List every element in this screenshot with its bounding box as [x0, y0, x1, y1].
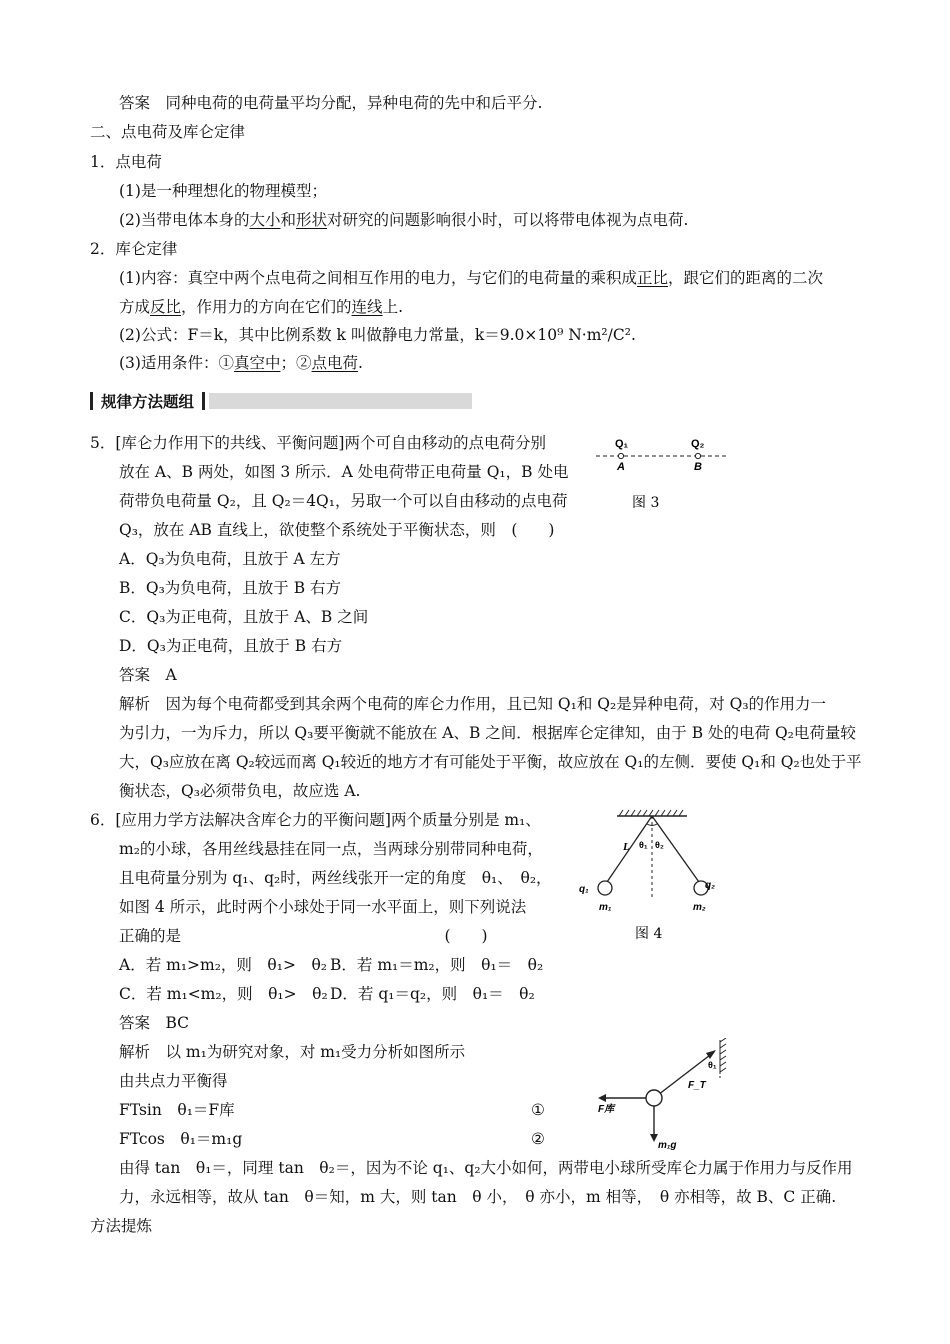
force-diagram — [592, 1038, 742, 1158]
item2-title: 2．库仑定律 — [90, 240, 178, 258]
q6-line1: 6．[应用力学方法解决含库仑力的平衡问题]两个质量分别是 m₁、 — [90, 811, 541, 829]
text: ；② — [280, 354, 312, 372]
method-summary-title: 方法提炼 — [90, 1217, 153, 1235]
ceiling-hatch — [619, 810, 683, 816]
underlined-term: 反比 — [150, 298, 182, 316]
label-mg: m₁g — [658, 1140, 677, 1151]
label-m2: m₂ — [693, 902, 706, 913]
figure-3 — [592, 432, 732, 514]
q5-explain-2: 为引力，一为斥力，所以 Q₃要平衡就不能放在 A、B 之间．根据库仑定律知，由于 B 处的电荷 Q₂电荷量较 — [119, 724, 856, 742]
q6-line2: m₂的小球，各用丝线悬挂在同一点，当两球分别带同种电荷， — [119, 840, 543, 858]
q5-line3: 荷带负电荷量 Q₂，且 Q₂＝4Q₁，另取一个可以自由移动的点电荷 — [119, 492, 568, 510]
label-fk: F库 — [598, 1104, 615, 1115]
label-m1: m₁ — [599, 902, 612, 913]
item1-title: 1．点电荷 — [90, 153, 162, 171]
q5-explain-1: 解析 因为每个电荷都受到其余两个电荷的库仑力作用，且已知 Q₁和 Q₂是异种电荷，对 Q₃的作用力一 — [119, 695, 827, 713]
q6-option-c: C．若 m₁<m₂，则 θ₁> θ₂ — [119, 985, 328, 1003]
underlined-term: 正比 — [636, 269, 668, 287]
ceiling-hatch — [720, 1038, 726, 1074]
label-theta1: θ₁ — [639, 840, 648, 850]
q6-option-a: A．若 m₁>m₂，则 θ₁> θ₂ — [119, 956, 328, 974]
label-q1: Q₁ — [615, 438, 629, 450]
q5-option-a: A．Q₃为负电荷，且放于 A 左方 — [119, 550, 341, 568]
label-q2: q₂ — [705, 880, 715, 891]
q6-line5: 正确的是 ( ) — [119, 927, 488, 945]
method-group-bar — [90, 392, 472, 410]
q5-line1: 5．[库仑力作用下的共线、平衡问题]两个可自由移动的点电荷分别 — [90, 434, 546, 452]
q6-option-b: B．若 m₁＝m₂，则 θ₁＝ θ₂ — [330, 956, 544, 974]
underlined-term: 真空中 — [233, 354, 281, 372]
prev-answer: 答案 同种电荷的电荷量平均分配，异种电荷的先中和后平分. — [119, 94, 543, 112]
q5-option-d: D．Q₃为正电荷，且放于 B 右方 — [119, 637, 343, 655]
q6-explain-4: 力，永远相等，故从 tan θ＝知，m 大，则 tan θ 小， θ 亦小，m 相等， θ 亦相等，故 B、C 正确. — [119, 1188, 837, 1206]
group-title: 规律方法题组 — [101, 393, 195, 411]
q6-answer: 答案 BC — [119, 1014, 190, 1032]
q6-line4: 如图 4 所示，此时两个小球处于同一水平面上，则下列说法 — [119, 898, 527, 916]
q6-explain-2: 由共点力平衡得 — [119, 1072, 228, 1090]
text: ，跟它们的距离的二次 — [667, 269, 823, 287]
bar-fill — [209, 393, 472, 409]
coulomb-arrowhead — [598, 1094, 606, 1102]
q6-option-d: D．若 q₁＝q₂，则 θ₁＝ θ₂ — [330, 985, 535, 1003]
text: ，作用力的方向在它们的 — [181, 298, 352, 316]
underlined-term: 连线 — [351, 298, 383, 316]
label-theta1: θ₁ — [708, 1060, 717, 1070]
point-a — [618, 453, 623, 458]
text: (3)适用条件：① — [119, 354, 234, 372]
tension-vector — [654, 1052, 714, 1098]
figure-3-caption: 图 3 — [632, 495, 660, 511]
underlined-term: 形状 — [296, 211, 328, 229]
label-a: A — [617, 461, 625, 473]
item2-a — [119, 268, 823, 288]
label-b: B — [694, 461, 702, 473]
item2-c — [119, 353, 363, 373]
q6-equation-1: FTsin θ₁＝F库 — [119, 1101, 235, 1119]
q5-option-b: B．Q₃为负电荷，且放于 B 右方 — [119, 579, 342, 597]
label-q2: Q₂ — [691, 438, 705, 450]
label-ft: F_T — [688, 1080, 706, 1091]
q6-explain-3: 由得 tan θ₁＝，同理 tan θ₂＝，因为不论 q₁、q₂大小如何，两带电小球所受库仑力属于作用力与反作用 — [119, 1159, 853, 1177]
text: 方成 — [119, 298, 151, 316]
q5-option-c: C．Q₃为正电荷，且放于 A、B 之间 — [119, 608, 369, 626]
item2-b: (2)公式：F＝k，其中比例系数 k 叫做静电力常量，k＝9.0×10⁹ N·m²/C². — [119, 326, 636, 344]
q6-explain-1: 解析 以 m₁为研究对象，对 m₁受力分析如图所示 — [119, 1043, 466, 1061]
point-b — [695, 453, 700, 458]
item1-b — [119, 210, 688, 230]
ball-1 — [598, 881, 612, 895]
q6-equation-1-num: ① — [531, 1101, 545, 1119]
label-l: L — [623, 841, 630, 853]
figure-4-caption: 图 4 — [635, 926, 663, 942]
q5-line4: Q₃，放在 AB 直线上，欲使整个系统处于平衡状态，则 ( ) — [119, 521, 555, 539]
underlined-term: 点电荷 — [311, 354, 359, 372]
bar-edge — [202, 392, 205, 410]
text: 上. — [382, 298, 403, 316]
text: (1)内容：真空中两个点电荷之间相互作用的电力，与它们的电荷量的乘积成 — [119, 269, 637, 287]
q5-line2: 放在 A、B 两处，如图 3 所示．A 处电荷带正电荷量 Q₁，B 处电 — [119, 463, 569, 481]
text: 和 — [280, 211, 296, 229]
q6-equation-2: FTcos θ₁＝m₁g — [119, 1130, 243, 1148]
text: (2)当带电体本身的 — [119, 211, 250, 229]
label-theta2: θ₂ — [655, 840, 664, 850]
q6-equation-2-num: ② — [531, 1130, 545, 1148]
q5-answer: 答案 A — [119, 666, 177, 684]
q5-explain-3: 大，Q₃应放在离 Q₂较远而离 Q₁较近的地方才有可能处于平衡，故应放在 Q₁的左侧．要使 Q₁和 Q₂也处于平 — [119, 753, 862, 771]
ball — [646, 1090, 662, 1106]
item1-a: (1)是一种理想化的物理模型； — [119, 182, 327, 200]
text: . — [358, 354, 363, 372]
text: 对研究的问题影响很小时，可以将带电体视为点电荷. — [327, 211, 689, 229]
label-q1: q₁ — [579, 884, 589, 895]
item2-a-cont — [119, 297, 403, 317]
q5-explain-4: 衡状态，Q₃必须带负电，故应选 A. — [119, 782, 361, 800]
gravity-arrowhead — [650, 1134, 658, 1142]
section-heading: 二、点电荷及库仑定律 — [90, 123, 246, 141]
figure-4 — [575, 808, 735, 948]
q6-line3: 且电荷量分别为 q₁、q₂时，两丝线张开一定的角度 θ₁、 θ₂， — [119, 869, 552, 887]
underlined-term: 大小 — [249, 211, 281, 229]
